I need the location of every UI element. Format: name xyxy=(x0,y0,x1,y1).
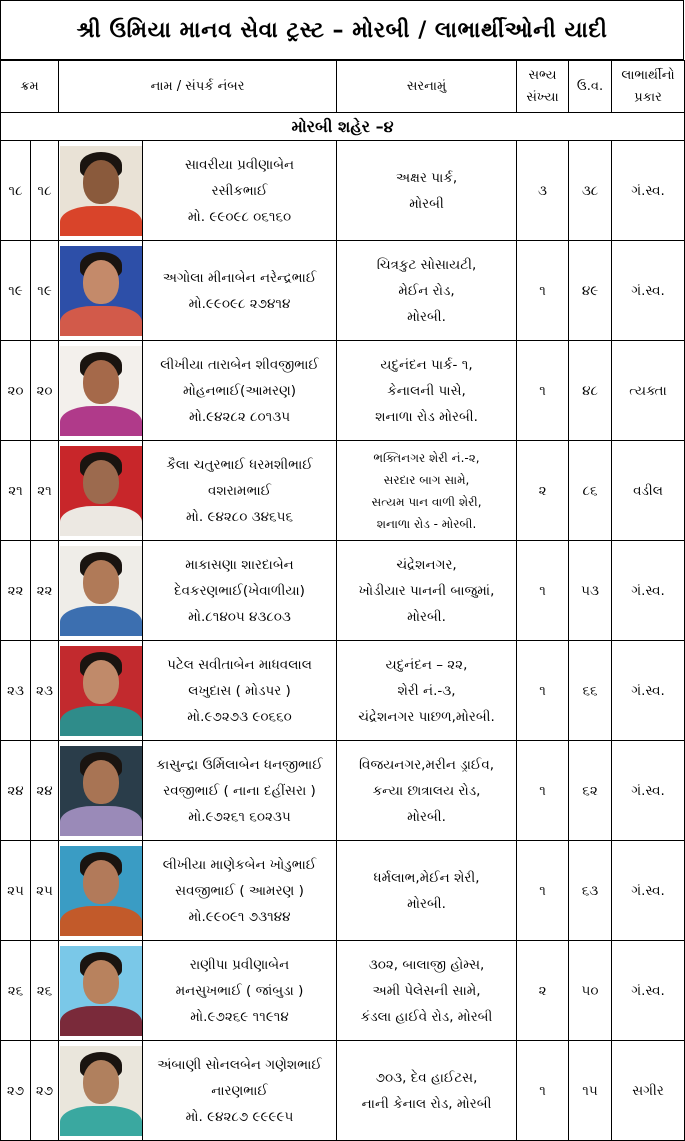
serial-number-alt: ૨૬ xyxy=(31,941,59,1041)
address-line-1: ૭૦૩, દેવ હાઈટસ, xyxy=(375,1069,478,1086)
name-line-2: મો.૯૯૦૯૮ ૨૭૪૧૪ xyxy=(188,295,291,312)
members-count: ૧ xyxy=(517,641,569,741)
address-cell xyxy=(337,641,517,741)
age-value: ૬૨ xyxy=(569,741,612,841)
table-row xyxy=(1,441,685,541)
age-value: ૫૩ xyxy=(569,541,612,641)
address-cell xyxy=(337,1041,517,1141)
portrait-image xyxy=(60,746,142,836)
portrait-image xyxy=(60,946,142,1036)
header-members-line1: સભ્ય xyxy=(528,67,557,83)
age-value: ૪૮ xyxy=(569,341,612,441)
beneficiary-type: ગં.સ્વ. xyxy=(612,741,685,841)
address-line-1: ચિત્રકુટ સોસાયટી, xyxy=(376,256,477,273)
age-value: ૫૦ xyxy=(569,941,612,1041)
address-line-3: મોરબી. xyxy=(407,308,446,325)
name-line-1: કાસુન્દ્રા ઉર્મિલાબેન ધનજીભાઈ xyxy=(156,756,323,773)
serial-number: ૧૯ xyxy=(1,241,31,341)
address-cell xyxy=(337,841,517,941)
address-line-3: સત્યમ પાન વાળી શેરી, xyxy=(371,494,482,509)
name-contact-cell xyxy=(143,1041,337,1141)
name-line-3: મો.૯૪૨૮૨ ૮૦૧૩૫ xyxy=(188,408,291,425)
portrait-face xyxy=(83,1060,119,1104)
age-value: ૬૩ xyxy=(569,841,612,941)
name-line-1: લીખીયા તારાબેન શીવજીભાઈ xyxy=(160,356,319,373)
portrait-clothing xyxy=(60,706,142,736)
portrait-clothing xyxy=(60,406,142,436)
name-contact-cell xyxy=(143,541,337,641)
header-row xyxy=(1,61,685,113)
address-cell xyxy=(337,741,517,841)
address-line-2: કન્યા છાત્રાલય રોડ, xyxy=(372,782,481,799)
serial-number-alt: ૧૯ xyxy=(31,241,59,341)
serial-number: ૨૪ xyxy=(1,741,31,841)
serial-number: ૨૨ xyxy=(1,541,31,641)
section-row xyxy=(1,113,685,141)
name-line-1: રાણીપા પ્રવીણાબેન xyxy=(189,956,290,973)
serial-number-alt: ૨૭ xyxy=(31,1041,59,1141)
portrait-face xyxy=(83,660,119,704)
header-type-line1: લાભાર્થીનો xyxy=(621,67,675,83)
address-line-2: કેનાલની પાસે, xyxy=(387,382,466,399)
header-members-line2: સંખ્યા xyxy=(526,89,559,105)
address-line-4: શનાળા રોડ - મોરબી. xyxy=(376,516,477,531)
serial-number-alt: ૨૫ xyxy=(31,841,59,941)
beneficiary-type: ગં.સ્વ. xyxy=(612,541,685,641)
portrait-face xyxy=(83,160,119,204)
serial-number: ૨૭ xyxy=(1,1041,31,1141)
portrait-clothing xyxy=(60,1106,142,1136)
table-row xyxy=(1,241,685,341)
portrait-face xyxy=(83,960,119,1004)
name-line-2: લખુદાસ ( મોડપર ) xyxy=(188,682,291,699)
name-line-2: રસીકભાઈ xyxy=(211,182,268,199)
serial-number: ૨૬ xyxy=(1,941,31,1041)
table-row xyxy=(1,741,685,841)
address-line-1: યદુનંદન – ૨૨, xyxy=(385,656,468,673)
beneficiary-type: ગં.સ્વ. xyxy=(612,141,685,241)
members-count: ૧ xyxy=(517,241,569,341)
members-count: ૧ xyxy=(517,341,569,441)
name-contact-cell xyxy=(143,841,337,941)
address-cell xyxy=(337,541,517,641)
beneficiary-photo xyxy=(59,641,143,741)
address-cell xyxy=(337,141,517,241)
portrait-face xyxy=(83,360,119,404)
portrait-image xyxy=(60,646,142,736)
beneficiary-type: વડીલ xyxy=(612,441,685,541)
table-row xyxy=(1,141,685,241)
beneficiary-table xyxy=(0,60,685,1141)
beneficiary-photo xyxy=(59,441,143,541)
name-line-3: મો.૯૭૨૬૧ ૬૦૨૩૫ xyxy=(188,808,291,825)
name-line-1: સાવરીયા પ્રવીણાબેન xyxy=(184,156,295,173)
name-line-2: નારણભાઈ xyxy=(211,1082,268,1099)
header-type-line2: પ્રકાર xyxy=(634,89,662,105)
address-line-2: મેઈન રોડ, xyxy=(398,282,455,299)
address-line-2: અમી પેલેસની સામે, xyxy=(372,982,481,999)
members-count: ૧ xyxy=(517,1041,569,1141)
name-line-3: મો. ૯૪૨૮૭ ૯૯૯૯૫ xyxy=(185,1108,294,1125)
address-line-2: મોરબી. xyxy=(407,895,446,912)
address-cell xyxy=(337,241,517,341)
portrait-face xyxy=(83,560,119,604)
header-members xyxy=(517,61,569,113)
age-value: ૮૬ xyxy=(569,441,612,541)
serial-number: ૨૩ xyxy=(1,641,31,741)
serial-number-alt: ૨૪ xyxy=(31,741,59,841)
beneficiary-photo xyxy=(59,341,143,441)
address-line-2: મોરબી xyxy=(409,195,444,212)
serial-number: ૧૮ xyxy=(1,141,31,241)
beneficiary-type: ત્યક્તા xyxy=(612,341,685,441)
members-count: ૩ xyxy=(517,141,569,241)
address-line-1: ૩૦૨, બાલાજી હોમ્સ, xyxy=(368,956,485,973)
portrait-image xyxy=(60,246,142,336)
address-line-3: કંડલા હાઈવે રોડ, મોરબી xyxy=(360,1008,493,1025)
address-line-3: મોરબી. xyxy=(407,808,446,825)
portrait-clothing xyxy=(60,306,142,336)
portrait-image xyxy=(60,446,142,536)
beneficiary-photo xyxy=(59,541,143,641)
header-address: સરનામું xyxy=(337,61,517,113)
portrait-clothing xyxy=(60,606,142,636)
name-line-2: સવજીભાઈ ( આમરણ ) xyxy=(175,882,304,899)
name-line-2: વશરામભાઈ xyxy=(207,482,272,499)
beneficiary-photo xyxy=(59,741,143,841)
name-line-3: મો. ૯૪૨૮૦ ૩૪૬૫૬ xyxy=(186,508,293,525)
name-contact-cell xyxy=(143,441,337,541)
table-row xyxy=(1,541,685,641)
address-cell xyxy=(337,941,517,1041)
name-line-1: અંબાણી સોનલબેન ગણેશભાઈ xyxy=(157,1056,322,1073)
address-line-1: ભક્તિનગર શેરી નં.-૨, xyxy=(373,450,480,465)
members-count: ૨ xyxy=(517,941,569,1041)
portrait-face xyxy=(83,860,119,904)
portrait-clothing xyxy=(60,1006,142,1036)
serial-number: ૨૧ xyxy=(1,441,31,541)
address-line-2: ખોડીયાર પાનની બાજુમાં, xyxy=(358,582,495,599)
name-line-2: મોહનભાઈ(આમરણ) xyxy=(182,382,297,399)
name-line-3: મો.૯૯૦૯૧ ૭૩૧૪૪ xyxy=(188,908,291,925)
header-serial: ક્રમ xyxy=(1,61,59,113)
name-line-3: મો. ૯૯૦૯૮ ૦૬૧૬૦ xyxy=(187,208,292,225)
header-age: ઉ.વ. xyxy=(569,61,612,113)
beneficiary-photo xyxy=(59,1041,143,1141)
members-count: ૧ xyxy=(517,841,569,941)
name-line-1: કૈલા ચતુરભાઈ ધરમશીભાઈ xyxy=(166,456,313,473)
beneficiary-type: ગં.સ્વ. xyxy=(612,241,685,341)
age-value: ૪૯ xyxy=(569,241,612,341)
portrait-image xyxy=(60,846,142,936)
section-title: મોરબી શહેર –૪ xyxy=(1,113,685,141)
portrait-face xyxy=(83,460,119,504)
table-row xyxy=(1,841,685,941)
address-cell xyxy=(337,341,517,441)
name-contact-cell xyxy=(143,641,337,741)
name-contact-cell xyxy=(143,241,337,341)
name-line-1: અગોલા મીનાબેન નરેન્દ્રભાઈ xyxy=(162,269,317,286)
address-line-2: નાની કેનાલ રોડ, મોરબી xyxy=(361,1095,492,1112)
beneficiary-photo xyxy=(59,241,143,341)
page-title: શ્રી ઉમિયા માનવ સેવા ટ્રસ્ટ – મોરબી / લાભાર્થીઓની યાદી xyxy=(0,0,684,60)
address-line-3: ચંદ્રેશનગર પાછળ,મોરબી. xyxy=(358,708,495,725)
name-contact-cell xyxy=(143,341,337,441)
address-line-1: ધર્મલાભ,મેઈન શેરી, xyxy=(373,869,480,886)
table-row xyxy=(1,1041,685,1141)
name-contact-cell xyxy=(143,941,337,1041)
beneficiary-type: સગીર xyxy=(612,1041,685,1141)
address-line-1: યદુનંદન પાર્ક- ૧, xyxy=(380,356,473,373)
beneficiary-photo xyxy=(59,941,143,1041)
members-count: ૨ xyxy=(517,441,569,541)
portrait-image xyxy=(60,146,142,236)
address-line-2: શેરી નં.-૩, xyxy=(397,682,456,699)
name-line-3: મો.૯૭૨૬૯ ૧૧૯૧૪ xyxy=(190,1008,289,1025)
name-line-2: દેવકરણભાઈ(ખેવાળીયા) xyxy=(174,582,305,599)
portrait-face xyxy=(83,260,119,304)
beneficiary-photo xyxy=(59,841,143,941)
age-value: ૩૮ xyxy=(569,141,612,241)
table-row xyxy=(1,641,685,741)
name-line-2: મનસુખભાઈ ( જાંબુડા ) xyxy=(175,982,304,999)
beneficiary-type: ગં.સ્વ. xyxy=(612,641,685,741)
address-line-3: શનાળા રોડ મોરબી. xyxy=(375,408,478,425)
name-line-2: રવજીભાઈ ( નાના દહીંસરા ) xyxy=(163,782,316,799)
portrait-image xyxy=(60,346,142,436)
serial-number-alt: ૨૨ xyxy=(31,541,59,641)
portrait-clothing xyxy=(60,906,142,936)
name-line-3: મો.૯૭૨૭૩ ૯૦૬૬૦ xyxy=(187,708,292,725)
address-line-1: ચંદ્રેશનગર, xyxy=(396,556,457,573)
serial-number-alt: ૨૦ xyxy=(31,341,59,441)
address-line-1: વિજયનગર,મરીન ડ્રાઈવ, xyxy=(359,756,495,773)
age-value: ૬૬ xyxy=(569,641,612,741)
table-row xyxy=(1,341,685,441)
table-row xyxy=(1,941,685,1041)
name-line-1: માકાસણા શારદાબેન xyxy=(185,556,294,573)
members-count: ૧ xyxy=(517,541,569,641)
address-line-3: મોરબી. xyxy=(407,608,446,625)
name-line-1: પટેલ સવીતાબેન માધવલાલ xyxy=(167,656,312,673)
beneficiary-type: ગં.સ્વ. xyxy=(612,841,685,941)
serial-number-alt: ૨૩ xyxy=(31,641,59,741)
beneficiary-photo xyxy=(59,141,143,241)
portrait-image xyxy=(60,1046,142,1136)
serial-number: ૨૦ xyxy=(1,341,31,441)
name-line-1: લીખીયા માણેકબેન ખોડુભાઈ xyxy=(162,856,317,873)
portrait-face xyxy=(83,760,119,804)
portrait-image xyxy=(60,546,142,636)
address-line-1: અક્ષર પાર્ક, xyxy=(395,169,458,186)
name-contact-cell xyxy=(143,141,337,241)
age-value: ૧૫ xyxy=(569,1041,612,1141)
name-line-3: મો.૮૧૪૦૫ ૪૩૮૦૩ xyxy=(188,608,291,625)
serial-number-alt: ૧૮ xyxy=(31,141,59,241)
address-line-2: સરદાર બાગ સામે, xyxy=(383,472,470,487)
address-cell xyxy=(337,441,517,541)
serial-number-alt: ૨૧ xyxy=(31,441,59,541)
name-contact-cell xyxy=(143,741,337,841)
members-count: ૧ xyxy=(517,741,569,841)
portrait-clothing xyxy=(60,806,142,836)
serial-number: ૨૫ xyxy=(1,841,31,941)
portrait-clothing xyxy=(60,206,142,236)
header-name: નામ / સંપર્ક નંબર xyxy=(59,61,337,113)
portrait-clothing xyxy=(60,506,142,536)
beneficiary-type: ગં.સ્વ. xyxy=(612,941,685,1041)
header-type xyxy=(612,61,685,113)
